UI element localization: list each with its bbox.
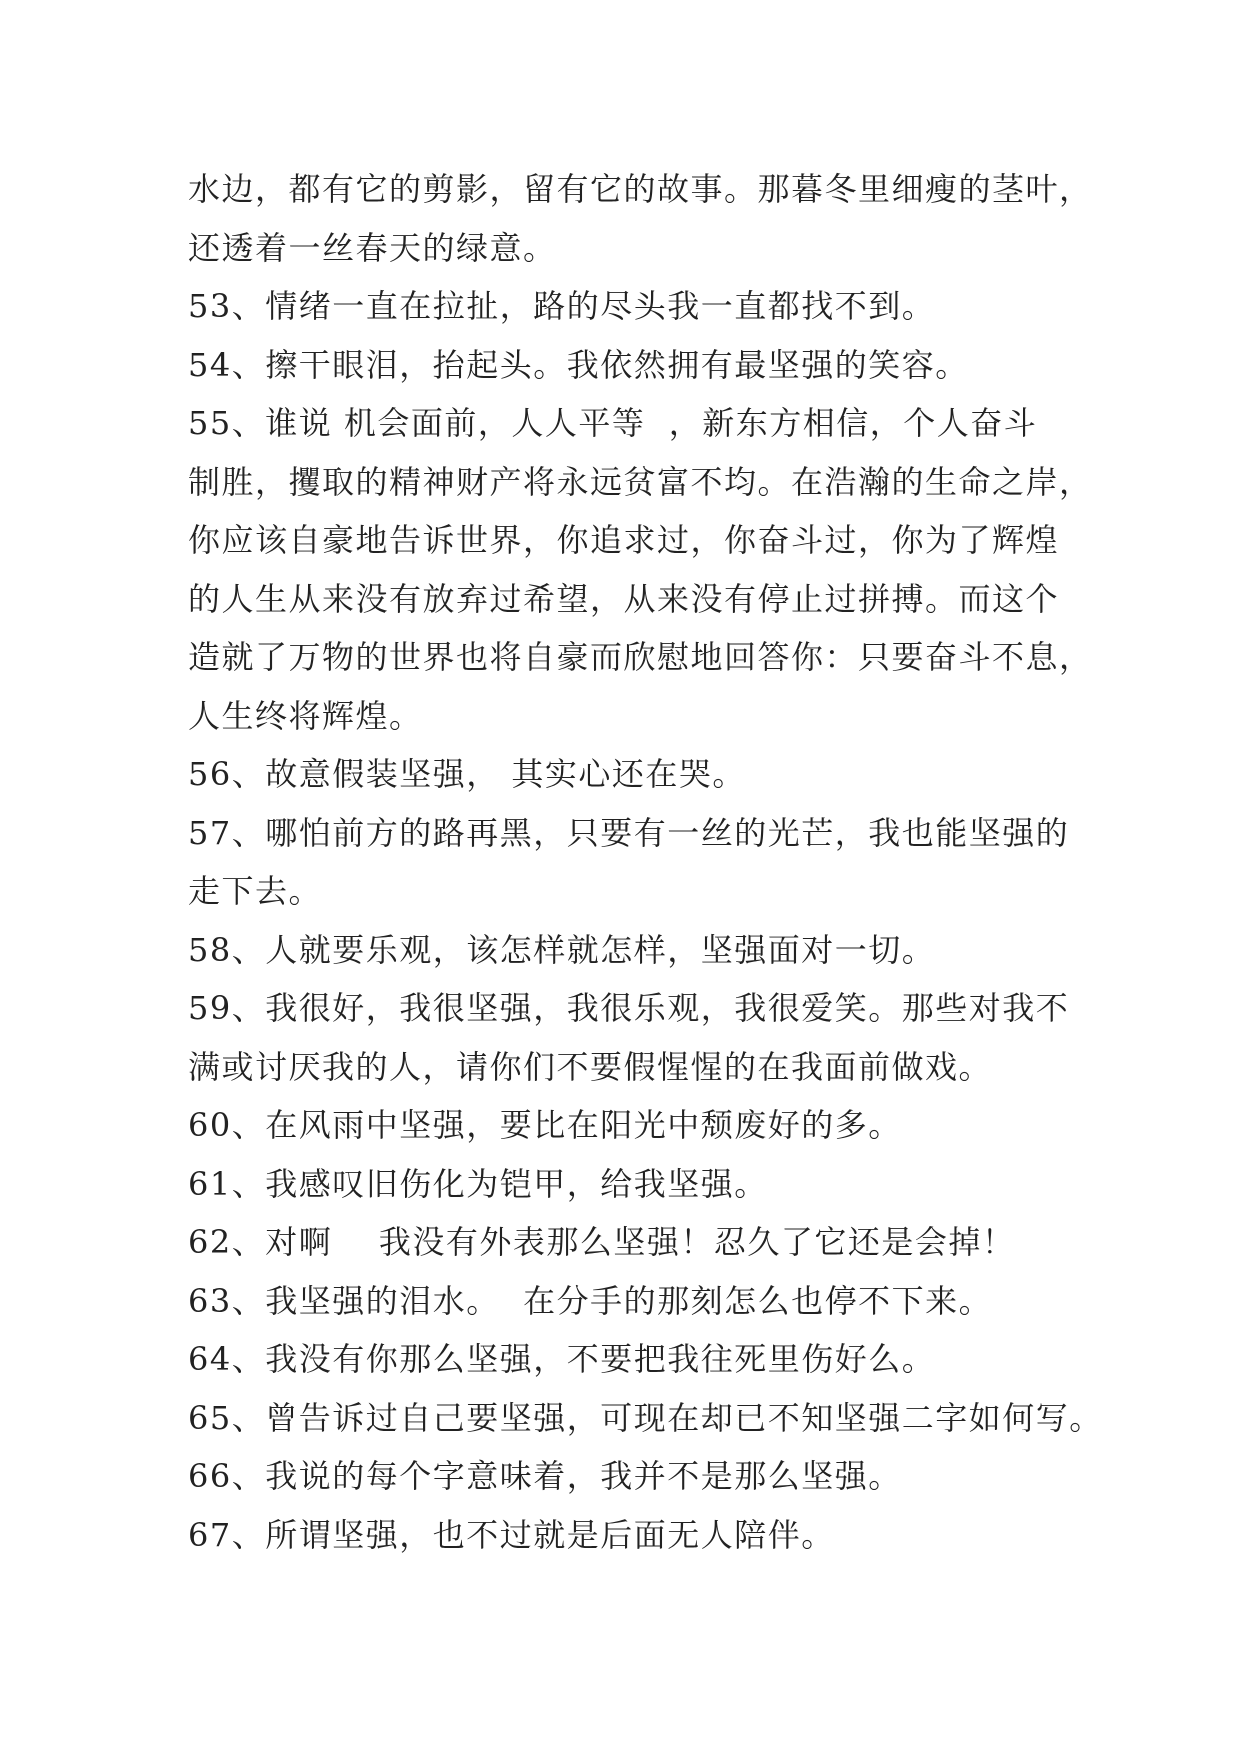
text-line: 60、在风雨中坚强，要比在阳光中颓废好的多。: [188, 1106, 902, 1144]
text-line: 还透着一丝春天的绿意。: [188, 228, 557, 267]
text-line: 水边，都有它的剪影，留有它的故事。那暮冬里细瘦的茎叶，: [188, 170, 1093, 208]
text-line: 67、所谓坚强，也不过就是后面无人陪伴。: [188, 1515, 835, 1554]
text-line: 62、对啊 我没有外表那么坚强！忍久了它还是会掉！: [188, 1223, 1016, 1261]
text-line: 走下去。: [188, 872, 323, 910]
text-line: 57、哪怕前方的路再黑，只要有一丝的光芒，我也能坚强的: [188, 813, 1070, 852]
text-line: 你应该自豪地告诉世界，你追求过，你奋斗过，你为了辉煌: [188, 521, 1060, 559]
text-line: 59、我很好，我很坚强，我很乐观，我很爱笑。那些对我不: [188, 989, 1070, 1027]
text-line: 55、谁说 机会面前，人人平等 ，新东方相信，个人奋斗: [188, 404, 1038, 442]
document-body: [188, 160, 1103, 1564]
text-line: 63、我坚强的泪水。 在分手的那刻怎么也停不下来。: [188, 1281, 993, 1320]
text-line: 的人生从来没有放弃过希望，从来没有停止过拼搏。而这个: [188, 579, 1060, 618]
text-line: 56、故意假装坚强， 其实心还在哭。: [188, 755, 746, 793]
text-line: 64、我没有你那么坚强，不要把我往死里伤好么。: [188, 1340, 936, 1378]
text-line: 53、情绪一直在拉扯，路的尽头我一直都找不到。: [188, 287, 936, 325]
text-line: 制胜，攫取的精神财产将永远贫富不均。在浩瀚的生命之岸，: [188, 462, 1093, 501]
text-line: 65、曾告诉过自己要坚强，可现在却已不知坚强二字如何写。: [188, 1398, 1103, 1437]
text-line: 造就了万物的世界也将自豪而欣慰地回答你：只要奋斗不息，: [188, 638, 1093, 676]
text-line: 58、人就要乐观，该怎样就怎样，坚强面对一切。: [188, 930, 936, 969]
text-line: 66、我说的每个字意味着，我并不是那么坚强。: [188, 1457, 902, 1495]
text-line: 54、擦干眼泪，抬起头。我依然拥有最坚强的笑容。: [188, 345, 969, 384]
text-line: 人生终将辉煌。: [188, 696, 423, 735]
text-line: 满或讨厌我的人，请你们不要假惺惺的在我面前做戏。: [188, 1047, 993, 1086]
text-line: 61、我感叹旧伤化为铠甲，给我坚强。: [188, 1164, 768, 1203]
